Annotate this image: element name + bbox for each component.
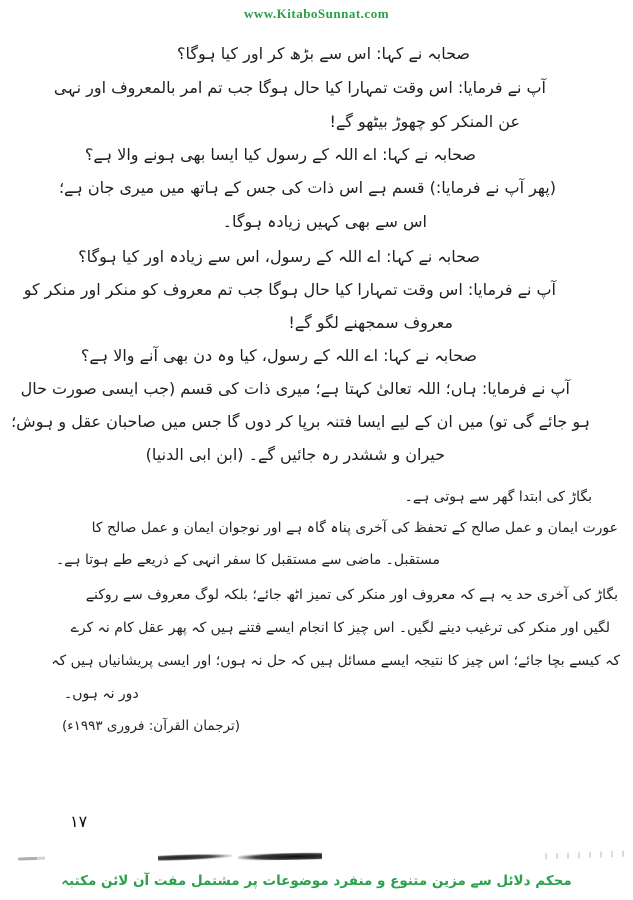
- text-line: عن المنکر کو چھوڑ بیٹھو گے!: [329, 112, 520, 131]
- text-line: آپ نے فرمایا: اس وقت تمہارا کیا حال ہوگا جب تم امر بالمعروف اور نہی: [53, 78, 546, 97]
- text-line: دور نہ ہوں۔: [64, 686, 139, 702]
- page-number: ۱۷: [70, 812, 88, 831]
- text-line: آپ نے فرمایا: اس وقت تمہارا کیا حال ہوگا جب تم معروف کو منکر اور منکر کو: [23, 280, 556, 299]
- footer-tagline: محکم دلائل سے مزین متنوع و منفرد موضوعات پر مشتمل مفت آن لائن مکتبہ: [61, 873, 572, 889]
- text-line: ہو جائے گی تو) میں ان کے لیے ایسا فتنہ برپا کر دوں گا جس میں صاحبان عقل و ہوش؛: [11, 412, 590, 431]
- ink-smudge: [238, 852, 322, 860]
- text-line: بگاڑ کی ابتدا گھر سے ہوتی ہے۔: [404, 489, 592, 505]
- text-line: لگیں اور منکر کی ترغیب دینے لگیں۔ اس چیز کا انجام ایسے فتنے ہیں کہ پھر عقل کام نہ کرے: [70, 620, 610, 636]
- ink-smudge: [18, 856, 50, 860]
- text-line: مستقبل۔ ماضی سے مستقبل کا سفر انہی کے ذریعے طے ہوتا ہے۔: [55, 552, 440, 568]
- text-line: حیران و ششدر رہ جائیں گے۔ (ابن ابی الدنیا): [145, 445, 445, 464]
- text-line: کہ کیسے بچا جائے؛ اس چیز کا نتیجہ ایسے مسائل ہیں کہ حل نہ ہوں؛ اور ایسی پریشانیاں ہیں کہ: [51, 653, 620, 669]
- text-line: (پھر آپ نے فرمایا:) قسم ہے اس ذات کی جس کے ہاتھ میں میری جان ہے؛: [58, 178, 556, 197]
- ink-smudge: [158, 853, 232, 862]
- text-line: صحابہ نے کہا: اے اللہ کے رسول کیا ایسا بھی ہونے والا ہے؟: [84, 145, 476, 164]
- text-line: عورت ایمان و عمل صالح کے تحفظ کی آخری پناہ گاہ ہے اور نوجوان ایمان و عمل صالح کا: [91, 520, 618, 536]
- text-line: صحابہ نے کہا: اے اللہ کے رسول، اس سے زیادہ اور کیا ہوگا؟: [78, 247, 480, 266]
- text-line: صحابہ نے کہا: اے اللہ کے رسول، کیا وہ دن بھی آنے والا ہے؟: [80, 346, 477, 365]
- text-line: صحابہ نے کہا: اس سے بڑھ کر اور کیا ہوگا؟: [177, 44, 470, 63]
- text-line: معروف سمجھنے لگو گے!: [288, 313, 453, 332]
- text-line: اس سے بھی کہیں زیادہ ہوگا۔: [222, 212, 427, 231]
- citation-line: (ترجمان القرآن: فروری ۱۹۹۳ء): [62, 718, 241, 734]
- watermark-url: www.KitaboSunnat.com: [243, 6, 390, 21]
- ink-specks: [545, 851, 631, 860]
- text-line: بگاڑ کی آخری حد یہ ہے کہ معروف اور منکر کی تمیز اٹھ جائے؛ بلکہ لوگ معروف سے روکنے: [85, 587, 618, 603]
- text-line: آپ نے فرمایا: ہاں؛ اللہ تعالیٰ کہتا ہے؛ میری ذات کی قسم (جب ایسی صورت حال: [20, 379, 570, 398]
